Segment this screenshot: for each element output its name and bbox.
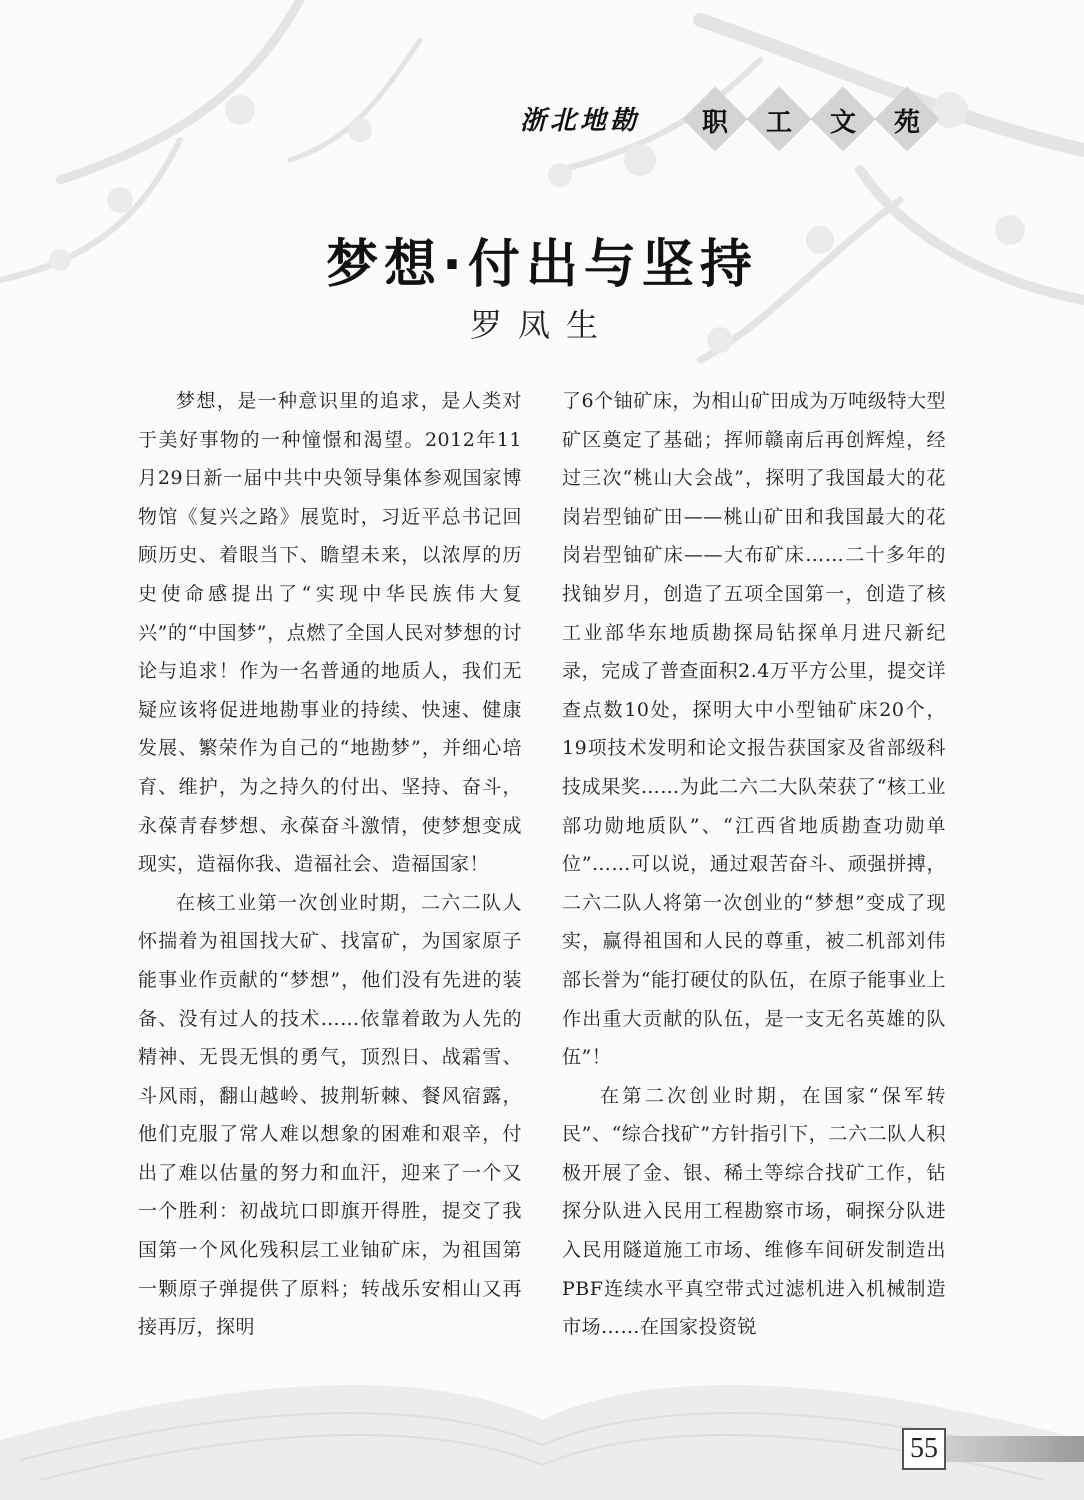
paragraph: 在核工业第一次创业时期，二六二队人怀揣着为祖国找大矿、找富矿，为国家原子能事业作贡献的“梦想”，他们没有先进的装备、没有过人的技术……依靠着敢为人先的精神、无畏无惧的勇气，顶烈日、战霜雪、斗风雨，翻山越岭、披荆斩棘、餐风宿露，他们克服了常人难以想象的困难和艰辛，付出了难以估量的努力和血汗，迎来了一个又一个胜利：初战坑口即旗开得胜，提交了我国第一个风化残积层工业铀矿床，为祖国第一颗原子弹提供了原料；转战乐安相山又再接再厉，探明 (138, 891, 522, 1339)
article-title: 梦想·付出与坚持 (326, 235, 758, 295)
article-author: 罗凤生 (469, 306, 614, 344)
page-number: 55 (902, 1428, 946, 1470)
left-text-column (138, 382, 522, 1347)
paragraph: 了6个铀矿床，为相山矿田成为万吨级特大型矿区奠定了基础；挥师赣南后再创辉煌，经过三次“桃山大会战”，探明了我国最大的花岗岩型铀矿田——桃山矿田和我国最大的花岗岩型铀矿床——大布矿床……二十多年的找铀岁月，创造了五项全国第一，创造了核工业部华东地质勘探局钻探单月进尺新纪录，完成了普查面积2.4万平方公里，提交详查点数10处，探明大中小型铀矿床20个，19项技术发明和论文报告获国家及省部级科技成果奖……为此二六二大队荣获了“核工业部功勋地质队”、“江西省地质勘查功勋单位”……可以说，通过艰苦奋斗、顽强拼搏，二六二队人将第一次创业的“梦想”变成了现实，赢得祖国和人民的尊重，被二机部刘伟部长誉为“能打硬仗的队伍，在原子能事业上作出重大贡献的队伍，是一支无名英雄的队伍”！ (562, 390, 946, 1069)
open-book-background (0, 1320, 1084, 1500)
header-section-char: 职 (701, 108, 728, 138)
paragraph: 在第二次创业时期，在国家“保军转民”、“综合找矿”方针指引下，二六二队人积极开展了金、银、稀土等综合找矿工作，钻探分队进入民用工程勘察市场，硐探分队进入民用隧道施工市场、维修车间研发制造出PBF连续水平真空带式过滤机进入机械制造市场……在国家投资锐 (562, 1084, 946, 1339)
section-header (520, 96, 960, 146)
right-text-column (562, 382, 946, 1347)
page-number-bar (946, 1436, 1084, 1462)
header-section-char: 文 (829, 108, 856, 138)
header-brand: 浙北地勘 (520, 106, 641, 136)
header-section-char: 工 (765, 108, 792, 138)
header-section-char: 苑 (893, 108, 920, 138)
paragraph: 梦想，是一种意识里的追求，是人类对于美好事物的一种憧憬和渴望。2012年11月29日新一届中共中央领导集体参观国家博物馆《复兴之路》展览时，习近平总书记回顾历史、着眼当下、瞻望未来，以浓厚的历史使命感提出了“实现中华民族伟大复兴”的“中国梦”，点燃了全国人民对梦想的讨论与追求！作为一名普通的地质人，我们无疑应该将促进地勘事业的持续、快速、健康发展、繁荣作为自己的“地勘梦”，并细心培育、维护，为之持久的付出、坚持、奋斗，永葆青春梦想、永葆奋斗激情，使梦想变成现实，造福你我、造福社会、造福国家！ (138, 390, 522, 876)
